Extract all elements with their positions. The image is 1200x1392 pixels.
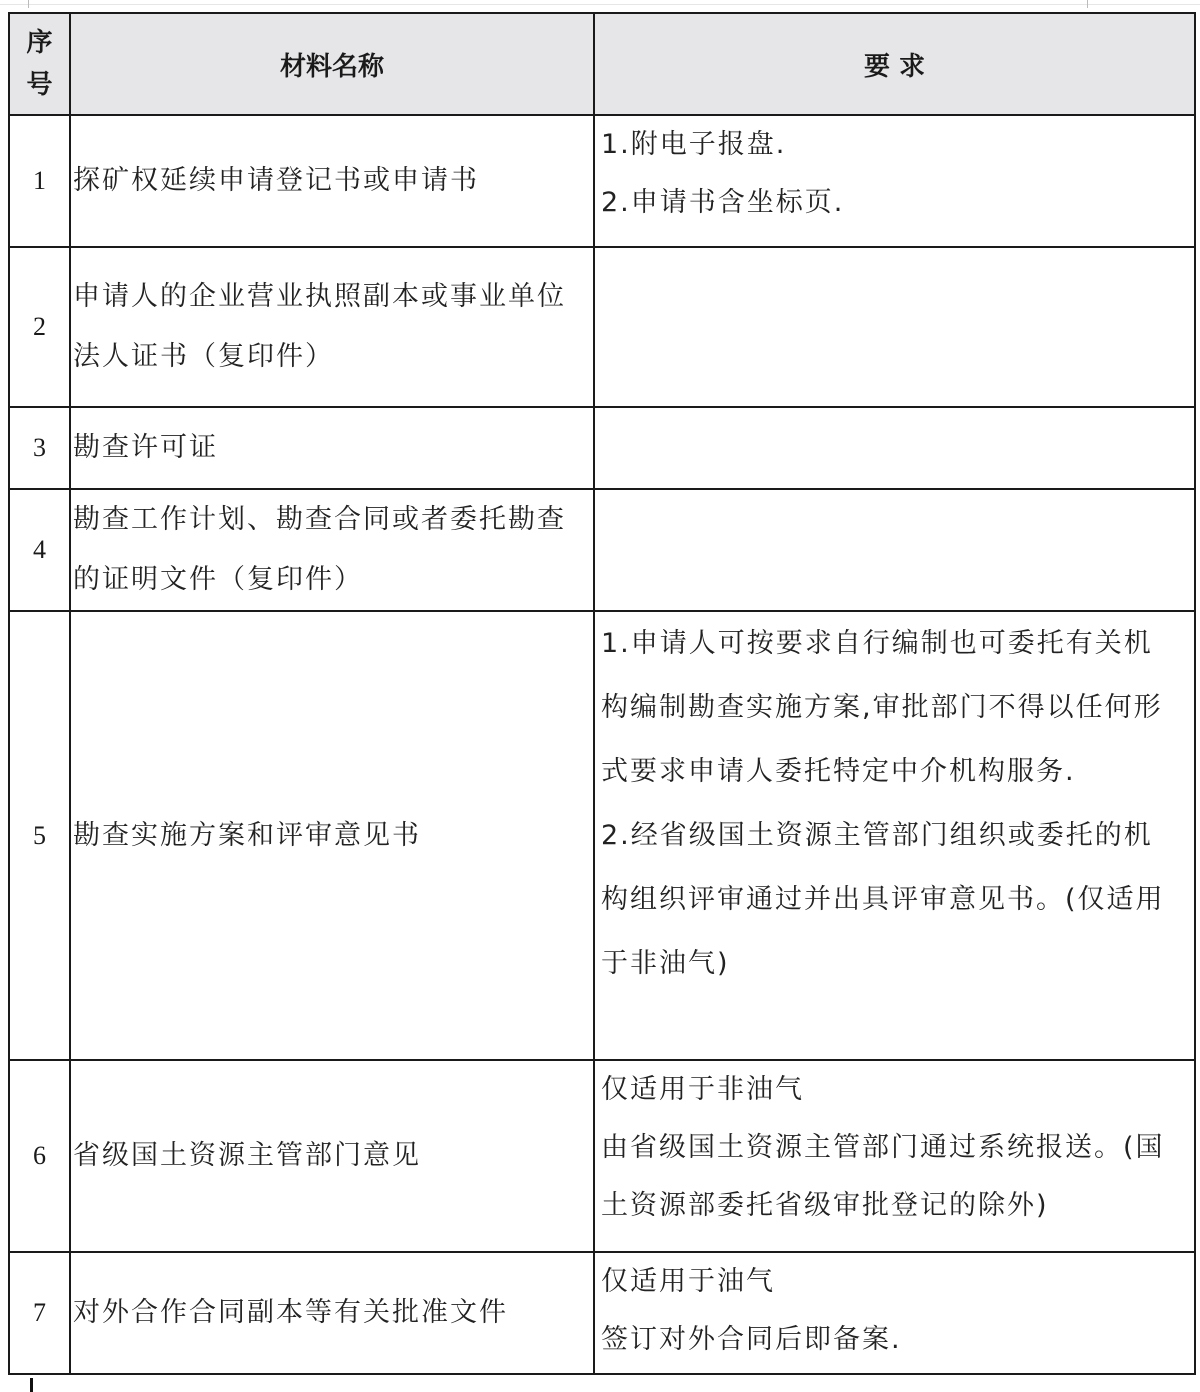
header-no (9, 13, 70, 115)
requirement-cell (594, 115, 1195, 247)
requirement-cell (594, 407, 1195, 489)
table-row (9, 115, 1195, 247)
table-row (9, 489, 1195, 611)
table-row (9, 1252, 1195, 1374)
requirement-line: 式要求申请人委托特定中介机构服务. (601, 756, 1076, 787)
requirement-line: 土资源部委托省级审批登记的除外) (601, 1190, 1049, 1221)
requirement-line: 仅适用于油气 (601, 1266, 775, 1297)
material-name: 勘查工作计划、勘查合同或者委托勘查的证明文件（复印件） (70, 489, 594, 611)
requirement-line: 1.申请人可按要求自行编制也可委托有关机 (601, 628, 1153, 659)
row-number: 1 (9, 115, 70, 247)
material-name: 探矿权延续申请登记书或申请书 (70, 115, 594, 247)
row-number: 6 (9, 1060, 70, 1252)
table-row (9, 1060, 1195, 1252)
requirement-cell (594, 247, 1195, 407)
row-number: 2 (9, 247, 70, 407)
requirement-cell (594, 489, 1195, 611)
requirement-line: 签订对外合同后即备案. (601, 1324, 902, 1355)
materials-table (8, 12, 1196, 1375)
row-number: 3 (9, 407, 70, 489)
requirement-cell (594, 1252, 1195, 1374)
row-number: 5 (9, 611, 70, 1060)
material-name: 省级国土资源主管部门意见 (70, 1060, 594, 1252)
requirement-line: 2.申请书含坐标页. (601, 187, 845, 218)
table-header-row (9, 13, 1195, 115)
row-number: 7 (9, 1252, 70, 1374)
margin-tick-left (28, 0, 29, 8)
material-name: 申请人的企业营业执照副本或事业单位法人证书（复印件） (70, 247, 594, 407)
header-requirement: 要 求 (594, 13, 1195, 115)
material-name: 对外合作合同副本等有关批准文件 (70, 1252, 594, 1374)
row-number: 4 (9, 489, 70, 611)
material-name: 勘查实施方案和评审意见书 (70, 611, 594, 1060)
header-no-label: 序号 (26, 28, 53, 100)
margin-tick-right (1087, 0, 1088, 8)
material-name: 勘查许可证 (70, 407, 594, 489)
header-name: 材料名称 (70, 13, 594, 115)
requirement-line: 仅适用于非油气 (601, 1074, 804, 1105)
requirement-line: 构组织评审通过并出具评审意见书。(仅适用 (601, 884, 1165, 915)
requirement-line: 于非油气) (601, 948, 730, 979)
table-row (9, 611, 1195, 1060)
page-top-rule (0, 0, 1200, 5)
requirement-line: 由省级国土资源主管部门通过系统报送。(国 (601, 1132, 1165, 1163)
requirement-cell (594, 611, 1195, 1060)
table-row (9, 247, 1195, 407)
requirement-cell (594, 1060, 1195, 1252)
requirement-line: 构编制勘查实施方案,审批部门不得以任何形 (601, 692, 1163, 723)
requirement-line: 1.附电子报盘. (601, 129, 787, 160)
text-cursor-mark (30, 1378, 33, 1392)
requirement-line: 2.经省级国土资源主管部门组织或委托的机 (601, 820, 1153, 851)
table-row (9, 407, 1195, 489)
